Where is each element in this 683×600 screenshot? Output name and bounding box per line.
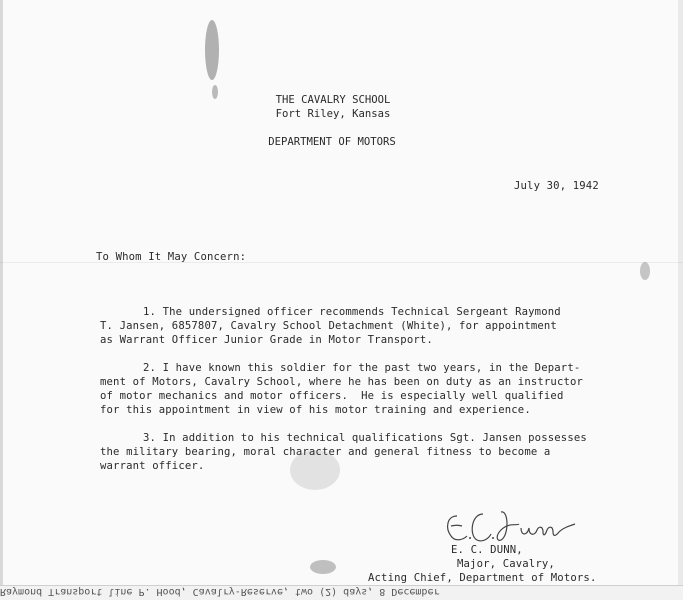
letterhead-department: DEPARTMENT OF MOTORS bbox=[268, 136, 396, 148]
handwritten-signature bbox=[443, 506, 583, 546]
ink-smudge bbox=[212, 85, 218, 99]
signer-title: Acting Chief, Department of Motors. bbox=[368, 572, 597, 584]
left-edge bbox=[0, 0, 3, 600]
ink-smudge bbox=[640, 262, 650, 280]
letterhead-location: Fort Riley, Kansas bbox=[275, 108, 391, 120]
paragraph-2-line: for this appointment in view of his motor training and experience. bbox=[100, 404, 531, 416]
paragraph-2-line: ment of Motors, Cavalry School, where he has been on duty as an instructor bbox=[100, 376, 584, 388]
ink-smudge bbox=[310, 560, 336, 574]
ink-smudge bbox=[205, 20, 219, 80]
right-edge bbox=[678, 0, 683, 600]
salutation: To Whom It May Concern: bbox=[96, 251, 247, 263]
letter-date: July 30, 1942 bbox=[514, 180, 599, 192]
paragraph-1-line: T. Jansen, 6857807, Cavalry School Detachment (White), for appointment bbox=[100, 320, 557, 332]
paragraph-2-line: 2. I have known this soldier for the past two years, in the Depart- bbox=[143, 362, 581, 374]
paragraph-3-line: the military bearing, moral character and general fitness to become a bbox=[100, 446, 551, 458]
paragraph-2-line: of motor mechanics and motor officers. He is especially well qualified bbox=[100, 390, 564, 402]
paragraph-3-line: 3. In addition to his technical qualifications Sgt. Jansen possesses bbox=[143, 432, 587, 444]
paragraph-1-line: 1. The undersigned officer recommends Technical Sergeant Raymond bbox=[143, 306, 561, 318]
signer-name: E. C. DUNN, bbox=[451, 544, 523, 556]
paragraph-1-line: as Warrant Officer Junior Grade in Motor Transport. bbox=[100, 334, 433, 346]
letterhead-school: THE CAVALRY SCHOOL bbox=[275, 94, 391, 106]
bleed-through-text: Raymond Transport line P. Hood, Cavalry-Reserve, two (2) days, 8 December bbox=[0, 586, 440, 597]
paragraph-3-line: warrant officer. bbox=[100, 460, 205, 472]
signer-rank: Major, Cavalry, bbox=[457, 558, 555, 570]
